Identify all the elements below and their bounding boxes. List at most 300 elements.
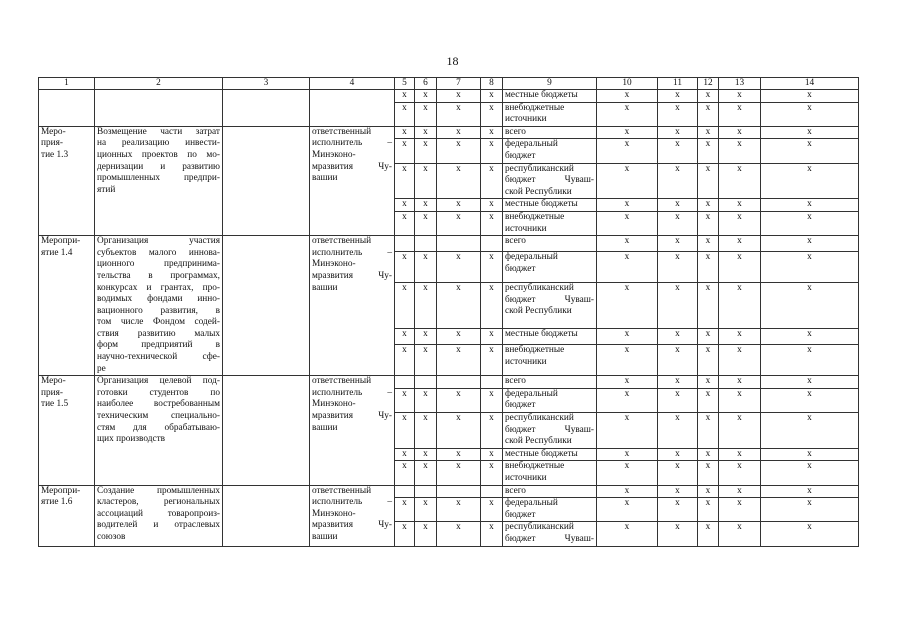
column-header: 6 <box>415 78 437 90</box>
program-table <box>38 77 859 547</box>
executor-line: ответственный <box>312 126 372 137</box>
mark-cell: x <box>698 413 719 449</box>
mark-cell: x <box>597 448 658 461</box>
funding-source: всего <box>503 126 597 139</box>
executor-line: Минэконо- <box>312 399 356 410</box>
mark-cell <box>437 376 481 389</box>
column-header: 5 <box>395 78 415 90</box>
text-line: прия- <box>41 138 63 149</box>
mark-cell: x <box>719 388 761 412</box>
mark-cell: x <box>597 376 658 389</box>
mark-cell <box>395 376 415 389</box>
mark-cell: x <box>658 236 698 252</box>
mark-cell: x <box>415 283 437 329</box>
funding-source <box>503 413 597 449</box>
funding-line: республиканский <box>505 522 574 533</box>
funding-line: внебюджетные <box>505 345 565 356</box>
mark-cell: x <box>395 90 415 103</box>
mark-cell <box>481 236 503 252</box>
mark-cell: x <box>415 522 437 546</box>
description-line: щих производств <box>97 434 166 445</box>
mark-cell: x <box>481 498 503 522</box>
column-header: 13 <box>719 78 761 90</box>
funding-line: бюджет <box>505 400 536 411</box>
executor-line: мразвития Чу- <box>312 411 392 422</box>
mark-cell: x <box>395 388 415 412</box>
mark-cell: x <box>437 498 481 522</box>
mark-cell: x <box>698 163 719 199</box>
funding-line: ской Республики <box>505 186 572 197</box>
mark-cell: x <box>658 485 698 498</box>
executor-line: вашии <box>312 422 338 433</box>
mark-cell: x <box>481 211 503 235</box>
mark-cell: x <box>597 252 658 283</box>
mark-cell <box>395 485 415 498</box>
mark-cell: x <box>597 199 658 212</box>
mark-cell: x <box>481 413 503 449</box>
mark-cell: x <box>719 448 761 461</box>
mark-cell: x <box>481 461 503 485</box>
column-header: 2 <box>95 78 223 90</box>
funding-source <box>503 139 597 163</box>
funding-source <box>503 345 597 376</box>
funding-line: внебюджетные <box>505 211 565 222</box>
funding-source: всего <box>503 485 597 498</box>
mark-cell: x <box>698 329 719 345</box>
column-header: 11 <box>658 78 698 90</box>
text-line: Меропри- <box>41 236 81 247</box>
funding-source <box>503 388 597 412</box>
mark-cell: x <box>481 448 503 461</box>
description-line: ционных проектов по мо- <box>97 149 220 160</box>
funding-line: бюджет <box>505 509 536 520</box>
funding-line: внебюджетные <box>505 102 565 113</box>
mark-cell: x <box>698 448 719 461</box>
mark-cell: x <box>719 211 761 235</box>
mark-cell: x <box>658 211 698 235</box>
mark-cell: x <box>395 139 415 163</box>
mark-cell: x <box>415 90 437 103</box>
mark-cell: x <box>481 522 503 546</box>
empty-cell <box>223 376 310 485</box>
text-line: прия- <box>41 387 63 398</box>
description-line: ре <box>97 363 106 374</box>
mark-cell: x <box>597 388 658 412</box>
funding-source <box>503 163 597 199</box>
mark-cell: x <box>698 139 719 163</box>
mark-cell: x <box>698 126 719 139</box>
description-line: Организация целевой под- <box>97 376 220 387</box>
mark-cell: x <box>597 329 658 345</box>
event-label-cell <box>39 236 95 376</box>
mark-cell: x <box>415 199 437 212</box>
mark-cell: x <box>761 329 859 345</box>
mark-cell: x <box>761 498 859 522</box>
funding-line: бюджет Чуваш- <box>505 175 594 186</box>
executor-line: ответственный <box>312 485 372 496</box>
mark-cell: x <box>658 345 698 376</box>
description-line: дернизации и развитию <box>97 161 220 172</box>
mark-cell: x <box>437 448 481 461</box>
event-description-cell <box>95 126 223 235</box>
column-header: 3 <box>223 78 310 90</box>
mark-cell: x <box>597 461 658 485</box>
funding-line: бюджет Чуваш- <box>505 533 594 544</box>
mark-cell: x <box>719 345 761 376</box>
column-header: 14 <box>761 78 859 90</box>
mark-cell: x <box>761 461 859 485</box>
mark-cell: x <box>597 211 658 235</box>
executor-line: мразвития Чу- <box>312 270 392 281</box>
funding-source <box>503 102 597 126</box>
mark-cell: x <box>395 199 415 212</box>
mark-cell: x <box>481 345 503 376</box>
executor-cell <box>310 376 395 485</box>
event-label-cell <box>39 90 95 127</box>
event-description-cell <box>95 376 223 485</box>
column-header-row <box>39 78 859 90</box>
mark-cell: x <box>437 388 481 412</box>
mark-cell: x <box>415 498 437 522</box>
description-line: готовки студентов по <box>97 387 220 398</box>
mark-cell: x <box>761 211 859 235</box>
mark-cell: x <box>719 522 761 546</box>
description-line: кластеров, региональных <box>97 497 220 508</box>
mark-cell: x <box>395 126 415 139</box>
funding-line: внебюджетные <box>505 461 565 472</box>
mark-cell: x <box>719 102 761 126</box>
mark-cell <box>415 236 437 252</box>
mark-cell: x <box>719 498 761 522</box>
funding-line: источники <box>505 356 547 367</box>
mark-cell: x <box>761 388 859 412</box>
mark-cell: x <box>481 252 503 283</box>
funding-line: бюджет Чуваш- <box>505 424 594 435</box>
event-description-cell <box>95 485 223 546</box>
mark-cell: x <box>719 252 761 283</box>
mark-cell: x <box>597 102 658 126</box>
mark-cell: x <box>719 376 761 389</box>
mark-cell: x <box>597 139 658 163</box>
mark-cell: x <box>481 90 503 103</box>
funding-line: федеральный <box>505 388 558 399</box>
mark-cell: x <box>698 102 719 126</box>
mark-cell: x <box>395 252 415 283</box>
funding-line: федеральный <box>505 498 558 509</box>
description-line: ствия развитию малых <box>97 328 220 339</box>
mark-cell: x <box>698 345 719 376</box>
table-row <box>39 90 859 103</box>
executor-line: вашии <box>312 531 338 542</box>
text-line: ятие 1.6 <box>41 497 73 508</box>
mark-cell: x <box>395 448 415 461</box>
mark-cell: x <box>658 252 698 283</box>
funding-source <box>503 252 597 283</box>
mark-cell: x <box>597 485 658 498</box>
mark-cell: x <box>761 522 859 546</box>
mark-cell: x <box>698 283 719 329</box>
funding-source: местные бюджеты <box>503 448 597 461</box>
mark-cell: x <box>698 211 719 235</box>
description-line: тельства в программах, <box>97 270 220 281</box>
mark-cell: x <box>597 163 658 199</box>
mark-cell: x <box>481 163 503 199</box>
event-description-cell <box>95 236 223 376</box>
mark-cell: x <box>658 90 698 103</box>
funding-line: бюджет <box>505 263 536 274</box>
mark-cell: x <box>437 126 481 139</box>
executor-line: исполнитель – <box>312 247 392 258</box>
mark-cell: x <box>658 498 698 522</box>
column-header: 4 <box>310 78 395 90</box>
mark-cell: x <box>719 236 761 252</box>
event-label-cell <box>39 376 95 485</box>
mark-cell: x <box>437 522 481 546</box>
mark-cell: x <box>415 388 437 412</box>
text-line: Меро- <box>41 376 66 387</box>
funding-line: ской Республики <box>505 436 572 447</box>
executor-line: вашии <box>312 282 338 293</box>
empty-cell <box>223 236 310 376</box>
mark-cell: x <box>761 413 859 449</box>
executor-line: мразвития Чу- <box>312 161 392 172</box>
mark-cell: x <box>719 283 761 329</box>
mark-cell: x <box>658 102 698 126</box>
description-line: союзов <box>97 531 126 542</box>
funding-source <box>503 211 597 235</box>
mark-cell: x <box>698 252 719 283</box>
mark-cell: x <box>719 413 761 449</box>
description-line: ассоциаций товаропроиз- <box>97 508 220 519</box>
mark-cell: x <box>415 345 437 376</box>
mark-cell: x <box>761 163 859 199</box>
funding-source <box>503 498 597 522</box>
mark-cell: x <box>761 283 859 329</box>
mark-cell: x <box>415 413 437 449</box>
mark-cell: x <box>415 163 437 199</box>
mark-cell: x <box>481 329 503 345</box>
empty-cell <box>223 90 310 127</box>
mark-cell: x <box>761 126 859 139</box>
mark-cell: x <box>437 413 481 449</box>
mark-cell: x <box>698 498 719 522</box>
executor-line: исполнитель – <box>312 138 392 149</box>
empty-cell <box>223 485 310 546</box>
mark-cell: x <box>437 211 481 235</box>
mark-cell: x <box>481 126 503 139</box>
mark-cell: x <box>719 126 761 139</box>
mark-cell <box>395 236 415 252</box>
mark-cell <box>481 485 503 498</box>
mark-cell: x <box>481 102 503 126</box>
executor-line: Минэконо- <box>312 149 356 160</box>
mark-cell: x <box>658 199 698 212</box>
events-body <box>39 126 859 546</box>
funding-line: бюджет <box>505 150 536 161</box>
mark-cell: x <box>437 163 481 199</box>
description-line: ятий <box>97 184 116 195</box>
mark-cell: x <box>415 126 437 139</box>
description-line: водителей и отраслевых <box>97 520 220 531</box>
executor-line: ответственный <box>312 236 372 247</box>
mark-cell: x <box>481 139 503 163</box>
executor-line: вашии <box>312 173 338 184</box>
mark-cell: x <box>761 102 859 126</box>
description-line: Возмещение части затрат <box>97 126 220 137</box>
description-line: на реализацию инвести- <box>97 138 220 149</box>
mark-cell: x <box>437 329 481 345</box>
mark-cell: x <box>761 139 859 163</box>
mark-cell: x <box>437 102 481 126</box>
mark-cell: x <box>658 329 698 345</box>
funding-source <box>503 461 597 485</box>
description-line: форм предприятий в <box>97 340 220 351</box>
mark-cell: x <box>658 413 698 449</box>
mark-cell: x <box>395 283 415 329</box>
mark-cell: x <box>658 139 698 163</box>
mark-cell: x <box>698 388 719 412</box>
mark-cell: x <box>395 498 415 522</box>
mark-cell: x <box>395 345 415 376</box>
description-line: техническим специально- <box>97 411 220 422</box>
mark-cell: x <box>658 376 698 389</box>
funding-source <box>503 522 597 546</box>
funding-line: федеральный <box>505 252 558 263</box>
column-header: 12 <box>698 78 719 90</box>
page-number: 18 <box>446 54 459 68</box>
mark-cell: x <box>395 413 415 449</box>
table-row <box>39 376 859 389</box>
funding-line: ской Республики <box>505 306 572 317</box>
mark-cell: x <box>698 376 719 389</box>
mark-cell: x <box>437 461 481 485</box>
funding-line: республиканский <box>505 413 574 424</box>
event-label-cell <box>39 485 95 546</box>
mark-cell: x <box>415 139 437 163</box>
description-line: конкурсах и грантах, про- <box>97 282 220 293</box>
mark-cell: x <box>658 283 698 329</box>
executor-cell <box>310 90 395 127</box>
description-line: субъектов малого иннова- <box>97 247 220 258</box>
text-line: тие 1.3 <box>41 149 69 160</box>
mark-cell: x <box>437 345 481 376</box>
mark-cell: x <box>597 522 658 546</box>
executor-line: Минэконо- <box>312 259 356 270</box>
mark-cell: x <box>698 199 719 212</box>
executor-line: исполнитель – <box>312 497 392 508</box>
mark-cell: x <box>395 211 415 235</box>
mark-cell: x <box>658 461 698 485</box>
mark-cell: x <box>719 329 761 345</box>
mark-cell: x <box>719 485 761 498</box>
text-line: Меропри- <box>41 485 81 496</box>
executor-line: Минэконо- <box>312 508 356 519</box>
mark-cell: x <box>395 163 415 199</box>
text-line: тие 1.5 <box>41 399 69 410</box>
mark-cell: x <box>698 90 719 103</box>
mark-cell: x <box>698 461 719 485</box>
mark-cell: x <box>597 236 658 252</box>
description-line: наиболее востребованным <box>97 399 220 410</box>
mark-cell <box>437 236 481 252</box>
funding-line: республиканский <box>505 163 574 174</box>
mark-cell: x <box>719 199 761 212</box>
mark-cell: x <box>761 199 859 212</box>
mark-cell: x <box>658 388 698 412</box>
mark-cell <box>481 376 503 389</box>
executor-line: исполнитель – <box>312 387 392 398</box>
funding-line: источники <box>505 223 547 234</box>
mark-cell: x <box>597 283 658 329</box>
column-header: 8 <box>481 78 503 90</box>
executor-cell <box>310 236 395 376</box>
mark-cell: x <box>415 211 437 235</box>
mark-cell: x <box>719 461 761 485</box>
mark-cell <box>437 485 481 498</box>
description-line: водимых фондами инно- <box>97 294 220 305</box>
description-line: ционного предпринима- <box>97 259 220 270</box>
mark-cell: x <box>658 448 698 461</box>
mark-cell: x <box>395 329 415 345</box>
funding-source: местные бюджеты <box>503 199 597 212</box>
mark-cell: x <box>761 376 859 389</box>
column-header: 9 <box>503 78 597 90</box>
mark-cell: x <box>761 448 859 461</box>
mark-cell: x <box>437 283 481 329</box>
description-line: промышленных предпри- <box>97 173 220 184</box>
description-line: вационного развития, в <box>97 305 220 316</box>
funding-source: местные бюджеты <box>503 329 597 345</box>
mark-cell: x <box>415 448 437 461</box>
column-header: 1 <box>39 78 95 90</box>
mark-cell: x <box>437 90 481 103</box>
mark-cell <box>415 376 437 389</box>
text-line: Меро- <box>41 126 66 137</box>
mark-cell: x <box>698 522 719 546</box>
funding-line: источники <box>505 473 547 483</box>
mark-cell: x <box>481 388 503 412</box>
mark-cell <box>415 485 437 498</box>
mark-cell: x <box>719 163 761 199</box>
text-line: ятие 1.4 <box>41 247 73 258</box>
mark-cell: x <box>761 90 859 103</box>
mark-cell: x <box>481 283 503 329</box>
mark-cell: x <box>658 126 698 139</box>
funding-line: республиканский <box>505 283 574 294</box>
funding-source: всего <box>503 236 597 252</box>
table-row <box>39 236 859 252</box>
mark-cell: x <box>437 199 481 212</box>
description-line: стям для обрабатываю- <box>97 422 220 433</box>
mark-cell: x <box>415 329 437 345</box>
mark-cell: x <box>698 236 719 252</box>
mark-cell: x <box>719 90 761 103</box>
mark-cell: x <box>761 485 859 498</box>
column-header: 7 <box>437 78 481 90</box>
mark-cell: x <box>597 413 658 449</box>
mark-cell: x <box>761 236 859 252</box>
description-line: том числе Фондом содей- <box>97 317 220 328</box>
description-line: Организация участия <box>97 236 220 247</box>
event-description-cell <box>95 90 223 127</box>
funding-source <box>503 283 597 329</box>
mark-cell: x <box>597 345 658 376</box>
description-line: Создание промышленных <box>97 485 220 496</box>
mark-cell: x <box>395 522 415 546</box>
empty-cell <box>223 126 310 235</box>
mark-cell: x <box>415 252 437 283</box>
funding-line: бюджет Чуваш- <box>505 294 594 305</box>
